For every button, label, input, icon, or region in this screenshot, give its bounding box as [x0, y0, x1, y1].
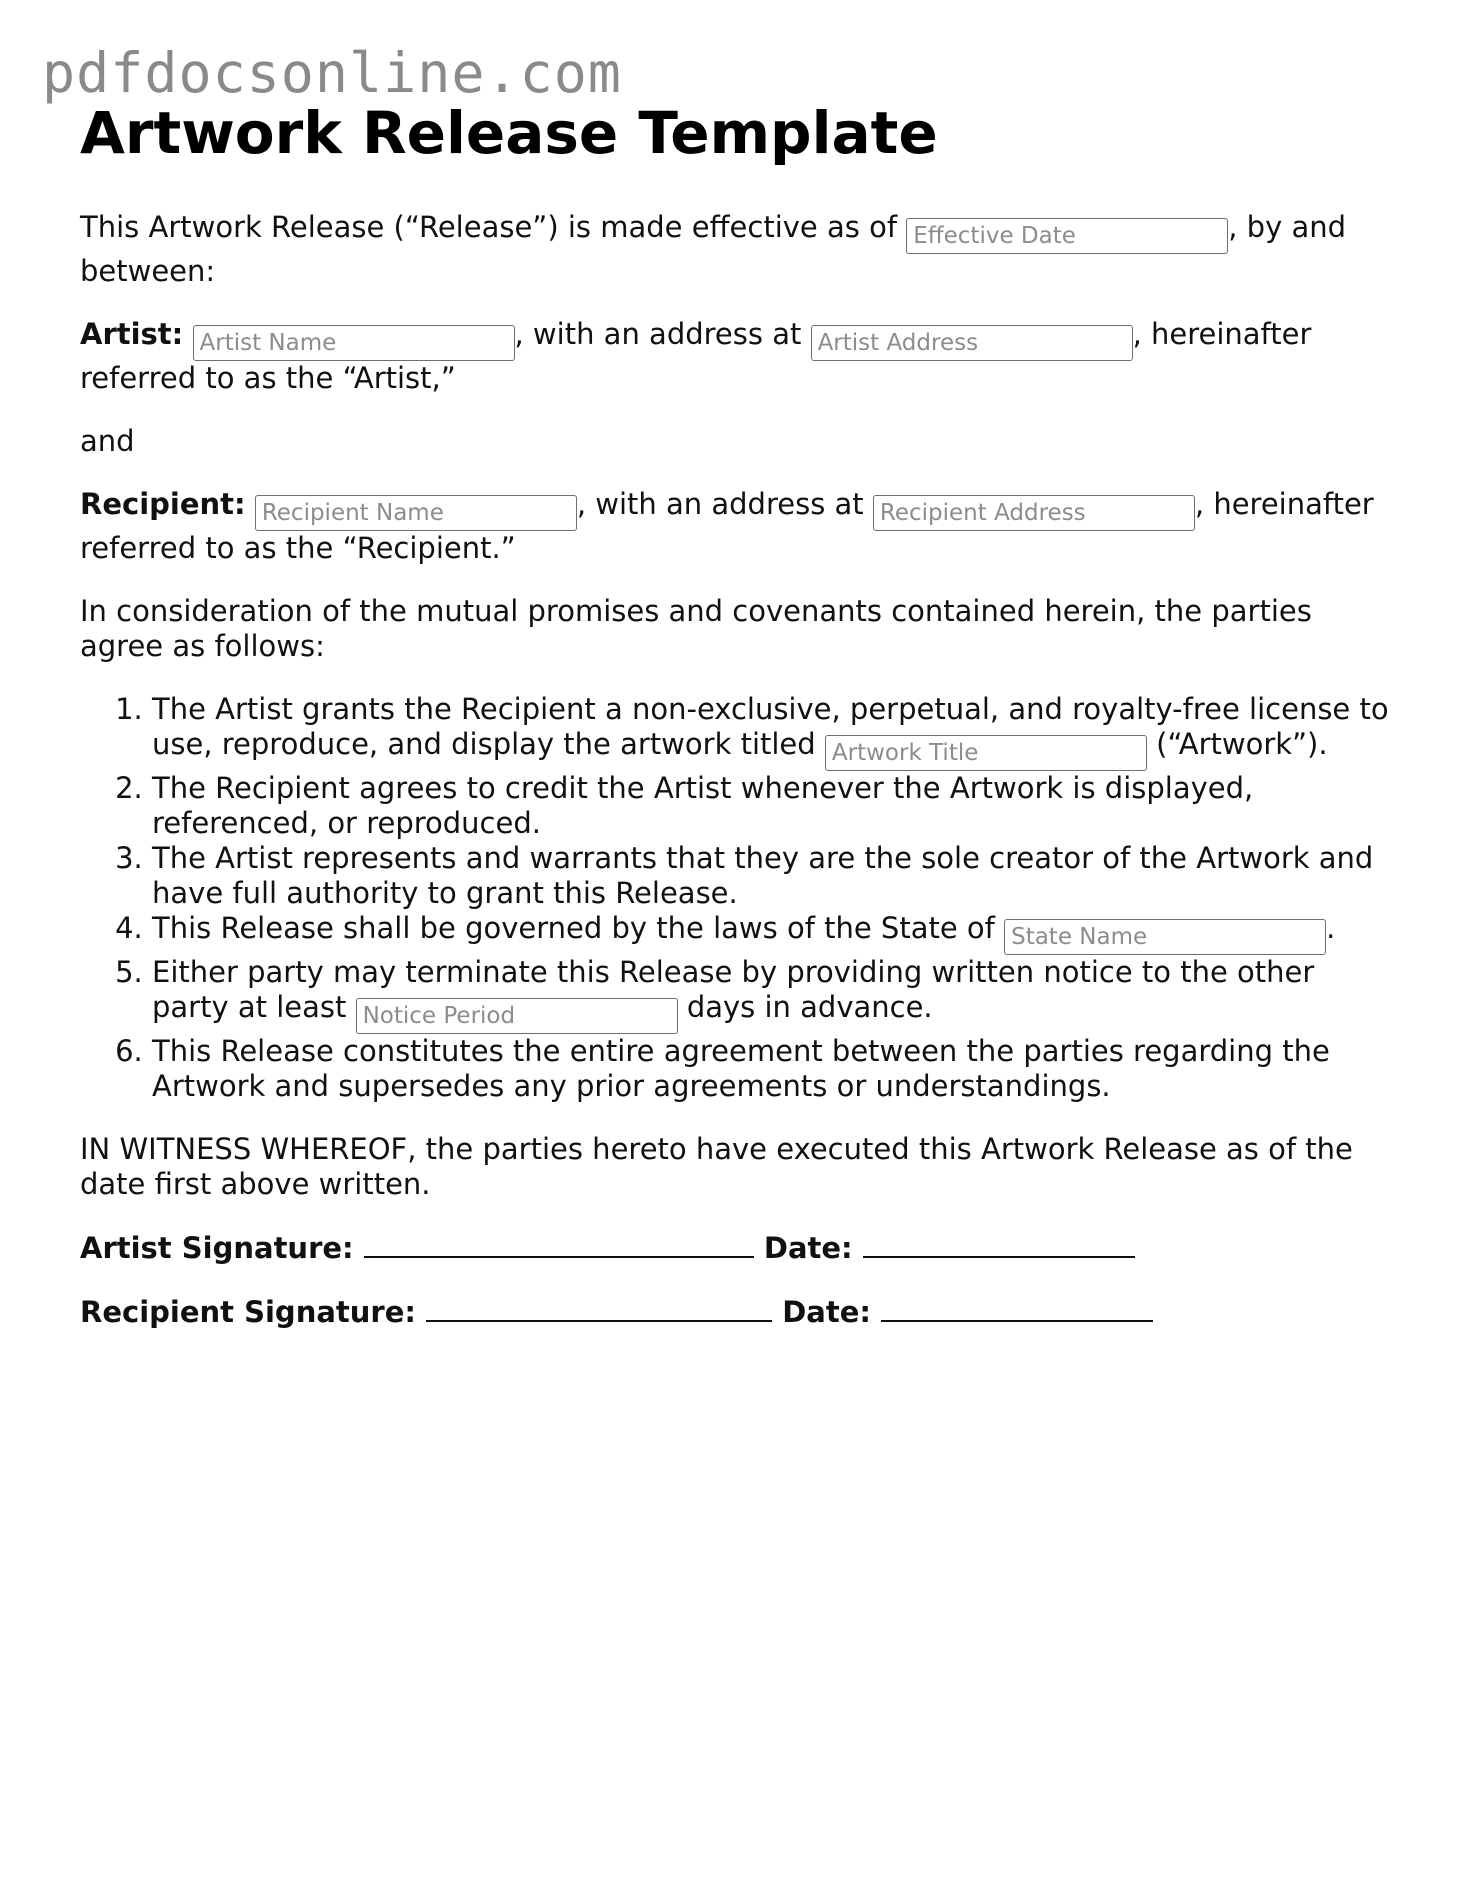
- artist-signature-line: [80, 1230, 1400, 1266]
- and-text: and: [80, 424, 135, 458]
- term-5-text: Either party may terminate this Release by providing written notice to the other party at least: [152, 955, 1315, 1024]
- recipient-date-label: Date:: [782, 1295, 871, 1329]
- term-6-text: This Release constitutes the entire agreement between the parties regarding the Artwork and supersedes any prior agreements or understandings.: [152, 1034, 1330, 1103]
- artist-name-field[interactable]: [193, 325, 515, 361]
- artist-signature-label: Artist Signature:: [80, 1231, 354, 1265]
- intro-paragraph: [80, 210, 1400, 289]
- term-item: [152, 841, 1400, 911]
- intro-text-after: , by and between:: [80, 210, 1347, 288]
- term-2-text: The Recipient agrees to credit the Artist whenever the Artwork is displayed, referenced, or reproduced.: [152, 771, 1254, 840]
- term-item: [152, 911, 1400, 955]
- term-1-after: (“Artwork”).: [1156, 727, 1328, 761]
- recipient-paragraph: [80, 487, 1400, 566]
- artwork-title-field[interactable]: [825, 735, 1147, 771]
- artist-after-text: , hereinafter referred to as the “Artist,”: [80, 317, 1312, 395]
- recipient-signature-label: Recipient Signature:: [80, 1295, 416, 1329]
- term-item: [152, 692, 1400, 771]
- artist-mid-text: , with an address at: [514, 317, 802, 351]
- recipient-address-field[interactable]: [873, 495, 1195, 531]
- effective-date-field[interactable]: [906, 218, 1228, 254]
- term-item: [152, 1034, 1400, 1104]
- terms-list: [80, 692, 1400, 1104]
- recipient-after-text: , hereinafter referred to as the “Recipient.”: [80, 487, 1374, 565]
- artist-date-blank[interactable]: [863, 1230, 1135, 1258]
- witness-paragraph: IN WITNESS WHEREOF, the parties hereto have executed this Artwork Release as of the date first above written.: [80, 1132, 1353, 1201]
- document-body: [80, 210, 1400, 1358]
- recipient-signature-line: [80, 1294, 1400, 1330]
- state-name-field[interactable]: [1004, 919, 1326, 955]
- artist-date-label: Date:: [763, 1231, 853, 1265]
- recipient-date-blank[interactable]: [881, 1294, 1153, 1322]
- artist-paragraph: [80, 317, 1400, 396]
- notice-period-field[interactable]: [356, 998, 678, 1034]
- artist-address-field[interactable]: [811, 325, 1133, 361]
- term-item: [152, 955, 1400, 1034]
- term-3-text: The Artist represents and warrants that they are the sole creator of the Artwork and have full authority to grant this Release.: [152, 841, 1374, 910]
- watermark: pdfdocsonline.com: [42, 41, 622, 105]
- recipient-signature-blank[interactable]: [426, 1294, 772, 1322]
- term-4-after: .: [1326, 911, 1336, 945]
- term-4-text: This Release shall be governed by the laws of the State of: [152, 911, 995, 945]
- recipient-mid-text: , with an address at: [576, 487, 864, 521]
- term-5-after: days in advance.: [686, 990, 933, 1024]
- recipient-label: Recipient:: [80, 487, 246, 521]
- intro-text-before: This Artwork Release (“Release”) is made effective as of: [80, 210, 898, 244]
- artist-label: Artist:: [80, 317, 184, 351]
- recipient-name-field[interactable]: [255, 495, 577, 531]
- artist-signature-blank[interactable]: [364, 1230, 754, 1258]
- page-title: Artwork Release Template: [80, 99, 938, 167]
- term-item: [152, 771, 1400, 841]
- term-1-text: The Artist grants the Recipient a non-exclusive, perpetual, and royalty-free license to use, reproduce, and display the artwork titled: [152, 692, 1389, 761]
- consideration-paragraph: In consideration of the mutual promises and covenants contained herein, the parties agree as follows:: [80, 594, 1312, 663]
